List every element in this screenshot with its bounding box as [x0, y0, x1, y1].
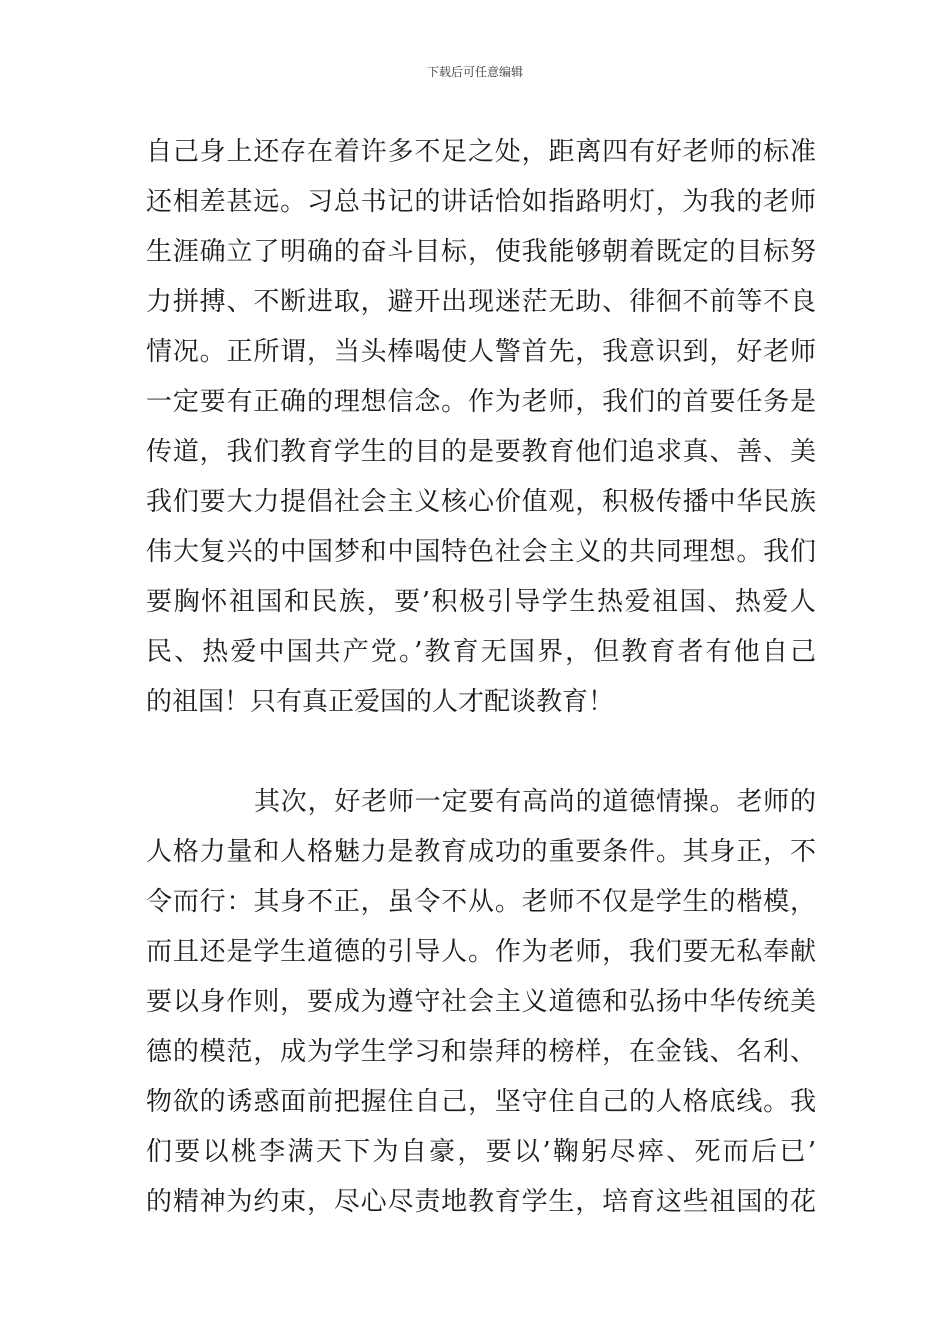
text-line: 还相差甚远。习总书记的讲话恰如指路明灯，为我的老师	[146, 187, 816, 217]
header-note: 下载后可任意编辑	[426, 65, 523, 79]
paragraph-gap	[146, 727, 816, 777]
text-line: 一定要有正确的理想信念。作为老师，我们的首要任务是	[146, 387, 816, 417]
text-line: 令而行：其身不正，虽令不从。老师不仅是学生的楷模，	[146, 887, 816, 917]
paragraph-2	[146, 777, 816, 1227]
text-line: 民、热爱中国共产党。’教育无国界，但教育者有他自己	[146, 637, 816, 667]
text-line: 的祖国！只有真正爱国的人才配谈教育！	[146, 687, 615, 717]
text-line: 其次，好老师一定要有高尚的道德情操。老师的	[254, 787, 816, 817]
text-line: 要以身作则，要成为遵守社会主义道德和弘扬中华传统美	[146, 987, 816, 1017]
text-line: 我们要大力提倡社会主义核心价值观，积极传播中华民族	[146, 487, 816, 517]
text-line: 人格力量和人格魅力是教育成功的重要条件。其身正，不	[146, 837, 816, 867]
text-line: 而且还是学生道德的引导人。作为老师，我们要无私奉献	[146, 937, 816, 967]
text-line: 传道，我们教育学生的目的是要教育他们追求真、善、美	[146, 437, 816, 467]
text-line: 们要以桃李满天下为自豪，要以’鞠躬尽瘁、死而后已’	[146, 1137, 816, 1167]
body-text	[146, 127, 816, 1227]
text-line: 要胸怀祖国和民族，要’积极引导学生热爱祖国、热爱人	[146, 587, 816, 617]
text-line: 德的模范，成为学生学习和崇拜的榜样，在金钱、名利、	[146, 1037, 816, 1067]
text-line: 生涯确立了明确的奋斗目标，使我能够朝着既定的目标努	[146, 237, 816, 267]
text-line: 情况。正所谓，当头棒喝使人警首先，我意识到，好老师	[146, 337, 816, 367]
paragraph-1	[146, 127, 816, 727]
text-line: 的精神为约束，尽心尽责地教育学生，培育这些祖国的花	[146, 1187, 816, 1217]
text-line: 力拼搏、不断进取，避开出现迷茫无助、徘徊不前等不良	[146, 287, 816, 317]
text-line: 伟大复兴的中国梦和中国特色社会主义的共同理想。我们	[146, 537, 816, 567]
text-line: 物欲的诱惑面前把握住自己，坚守住自己的人格底线。我	[146, 1087, 816, 1117]
text-line: 自己身上还存在着许多不足之处，距离四有好老师的标准	[146, 137, 816, 167]
